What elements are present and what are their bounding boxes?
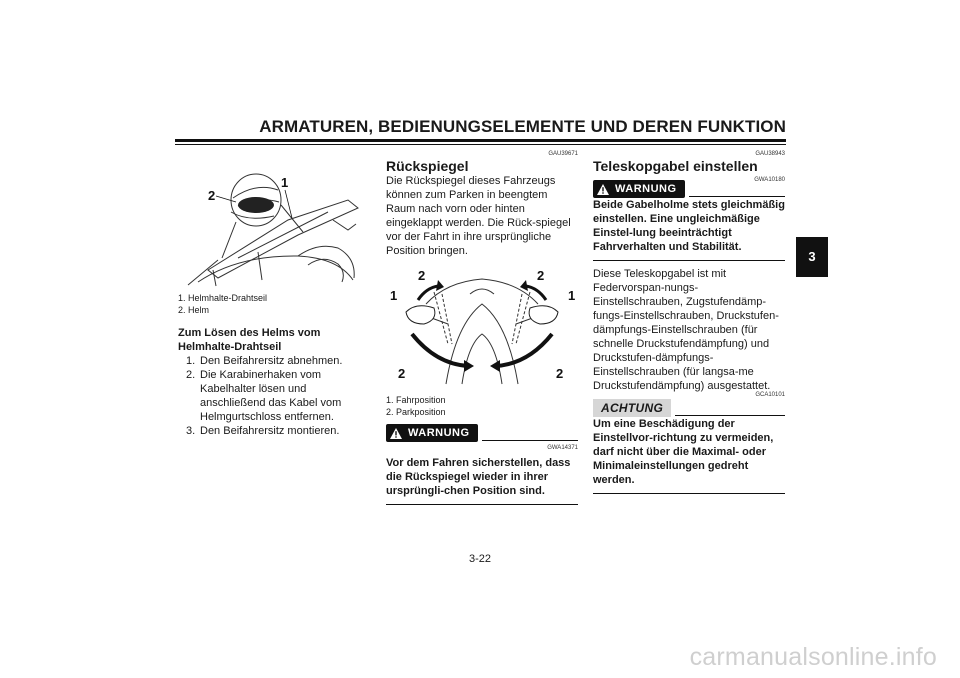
header-rule-thin xyxy=(175,144,786,145)
caption-item: 2. Parkposition xyxy=(386,407,446,417)
figure-captions xyxy=(386,394,578,418)
watermark-link[interactable]: carmanualsonline.info xyxy=(689,643,937,671)
mirror-illustration xyxy=(386,264,578,392)
page-number: 3-22 xyxy=(468,553,492,565)
figure-captions xyxy=(178,292,369,316)
procedure-steps xyxy=(178,354,369,438)
warning-code: GWA10180 xyxy=(754,177,785,183)
step-item: 3. Den Beifahrersitz montieren. xyxy=(186,425,340,437)
column-fork xyxy=(593,150,785,494)
warning-end-rule xyxy=(386,504,578,505)
warning-code: GWA14371 xyxy=(547,445,578,451)
section-body: Die Rückspiegel dieses Fahrzeugs können zum Parken in beengtem Raum nach vorn oder hinten eingeklappt werden. Die Rück-spiegel vor der Fahrt in ihre ursprüngliche Position bringen. xyxy=(386,175,571,257)
warning-badge: WARNUNG xyxy=(386,424,478,442)
procedure-subheading: Zum Lösen des Helms vom Helmhalte-Drahtseil xyxy=(178,327,321,353)
label-park-bottom-right: 2 xyxy=(556,366,564,381)
caution-code: GCA10101 xyxy=(755,392,785,398)
section-code: GAU39671 xyxy=(548,151,578,157)
warning-end-rule xyxy=(593,260,785,261)
step-item: 1. Den Beifahrersitz abnehmen. xyxy=(186,355,343,367)
label-ride-right: 1 xyxy=(568,288,576,303)
section-heading: Teleskopgabel einstellen xyxy=(593,158,758,174)
callout-1: 1 xyxy=(281,175,289,190)
caution-badge: ACHTUNG xyxy=(593,399,671,417)
caption-item: 1. Helmhalte-Drahtseil xyxy=(178,293,268,303)
warning-triangle-icon xyxy=(597,184,609,195)
section-heading: Rückspiegel xyxy=(386,158,469,174)
label-ride-left: 1 xyxy=(390,288,398,303)
step-item: 2. Die Karabinerhaken vom Kabelhalter lösen und anschließend das Kabel vom Helmgurtschloss entfernen. xyxy=(186,369,342,423)
callout-2: 2 xyxy=(208,188,216,203)
label-park-left: 2 xyxy=(418,268,426,283)
warning-triangle-icon xyxy=(390,428,402,439)
caution-text: Um eine Beschädigung der Einstellvor-richtung zu vermeiden, darf nicht über die Maximal- oder Minimaleinstellungen gedreht werden. xyxy=(593,418,774,486)
section-body: Diese Teleskopgabel ist mit Federvorspan-nungs-Einstellschrauben, Zugstufendämp-fungs-Einstellschrauben, Druckstufen-dämpfungs-Einstellschrauben (für schnelle Druckstufendämpfung) und Druckstufen-dämpfungs-Einstellschrauben (für langsa-me Druckstufendämpfung) ausgestattet. xyxy=(593,268,779,392)
warning-text: Beide Gabelholme stets gleichmäßig einstellen. Eine ungleichmäßige Einstel-lung beeinträchtigt Fahrverhalten und Stabilität. xyxy=(593,199,785,253)
helmet-holder-illustration xyxy=(178,160,369,288)
header-rule-thick xyxy=(175,139,786,142)
label-park-bottom-left: 2 xyxy=(398,366,406,381)
caution-header xyxy=(593,399,785,417)
label-park-right: 2 xyxy=(537,268,545,283)
page-header-title: ARMATUREN, BEDIENUNGSELEMENTE UND DEREN FUNKTION xyxy=(259,117,786,136)
chapter-tab: 3 xyxy=(796,237,828,277)
column-helmet xyxy=(178,150,369,438)
caution-end-rule xyxy=(593,493,785,494)
caption-item: 1. Fahrposition xyxy=(386,395,446,405)
column-mirrors xyxy=(386,150,578,505)
warning-text: Vor dem Fahren sicherstellen, dass die Rückspiegel wieder in ihrer ursprüngli-chen Position sind. xyxy=(386,457,571,497)
section-code: GAU38943 xyxy=(755,151,785,157)
caption-item: 2. Helm xyxy=(178,305,210,315)
warning-badge: WARNUNG xyxy=(593,180,685,198)
warning-header xyxy=(386,424,578,442)
